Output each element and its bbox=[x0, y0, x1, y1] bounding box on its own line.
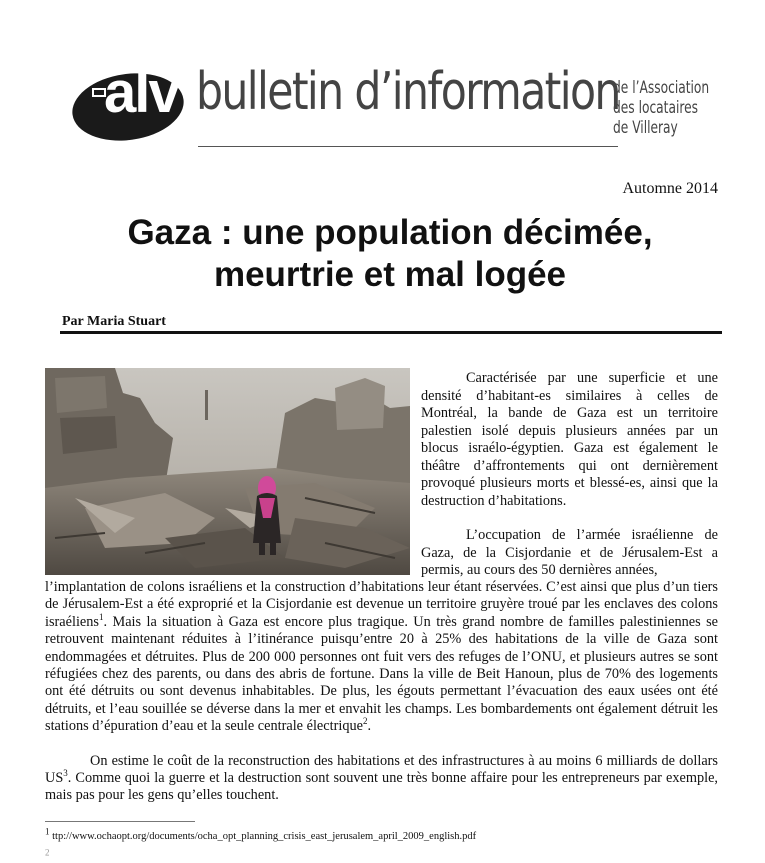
paragraph-text: On estime le coût de la reconstruction des habitations et des infrastructures à au moins 6 milliards de dollars US bbox=[45, 752, 718, 787]
association-line: de Villeray bbox=[613, 118, 678, 138]
footnote-ref: 3 bbox=[63, 768, 68, 779]
association-line: de l’Association bbox=[613, 78, 710, 98]
masthead-rule bbox=[198, 146, 618, 147]
headline-line: meurtrie et mal logée bbox=[213, 255, 567, 294]
paragraph-text: . Comme quoi la guerre et la destruction sont souvent une très bonne affaire pour les entrepreneurs par exemple, mais pas pour les gens qu’elles touchent. bbox=[45, 770, 718, 804]
logo-text: alv bbox=[104, 60, 179, 125]
article-body-column bbox=[421, 370, 718, 580]
paragraph-text: . bbox=[367, 718, 372, 735]
footnote-number: 2 bbox=[45, 847, 50, 858]
article-paragraph: L’occupation de l’armée israélienne de Gaza, de la Cisjordanie et de Jérusalem-Est a permis, au cours des 50 dernières années, bbox=[421, 527, 718, 578]
article-headline bbox=[60, 212, 720, 296]
footnote-number: 1 bbox=[45, 826, 50, 837]
headline-line: Gaza : une population décimée, bbox=[127, 213, 653, 252]
photo-illustration bbox=[45, 368, 410, 575]
article-paragraph bbox=[45, 753, 718, 805]
association-name bbox=[613, 78, 709, 138]
footnote-link[interactable]: ttp://www.ochaopt.org/documents/ocha_opt_planning_crisis_east_jerusalem_april_2009_english.pdf bbox=[49, 831, 477, 842]
issue-season: Automne 2014 bbox=[622, 180, 718, 197]
footnote-rule bbox=[45, 821, 195, 822]
footnote-ref: 1 bbox=[99, 612, 104, 623]
association-line: des locataires bbox=[613, 98, 699, 118]
masthead bbox=[70, 58, 710, 158]
article-author: Par Maria Stuart bbox=[62, 314, 166, 329]
article-paragraph: Caractérisée par une superficie et une densité d’habitant-es similaires à celles de Montréal, la bande de Gaza est un territoire palestien isolé depuis plusieurs années par un blocus israélo-égyptien. Gaza est également le théâtre d’affrontements qui ont dernièrement provoqué plusieurs morts et blessé-es, ainsi que la destruction d’habitations. bbox=[421, 370, 718, 509]
author-rule bbox=[60, 331, 722, 334]
article-paragraph bbox=[45, 579, 718, 736]
bulletin-title: bulletin d’information bbox=[196, 62, 620, 122]
rubble-photo bbox=[45, 368, 410, 575]
paragraph-text: l’implantation de colons israéliens et la construction d’habitations leur étant réservées. C’est ainsi que plus d’un tiers de Jérusalem-Est a été exproprié et la Cisjordanie est devenue un territoire gruyère troué par les enclaves des colons israéliens bbox=[45, 579, 718, 630]
paragraph-text: . Mais la situation à Gaza est encore plus tragique. Un très grand nombre de familles palestiniennes se retrouvent maintenant réduites à l’itinérance puisqu’entre 20 à 25% des habitations de la ville de Gaza sont endommagées et détruites. Plus de 200 000 personnes ont fuit vers des refuges de l’ONU, et plusieurs autres se sont réfugiées chez des parents, ou dans des abris de fortune. Dans la ville de Beit Hanoun, plus de 70% des logements ont été détruits ou sont devenus inhabitables. De plus, les égouts permettant l’évacuation des eaux usées ont été détruits, et l’eau souillée se déverse dans la mer et envahit les champs. Les bombardements ont également détruit les stations d’épuration d’eau et la seule centrale électrique bbox=[45, 613, 718, 735]
footnote-2 bbox=[45, 847, 50, 863]
article-body-wide bbox=[45, 579, 718, 805]
footnote-1 bbox=[45, 826, 477, 842]
footnote-ref: 2 bbox=[362, 716, 368, 727]
